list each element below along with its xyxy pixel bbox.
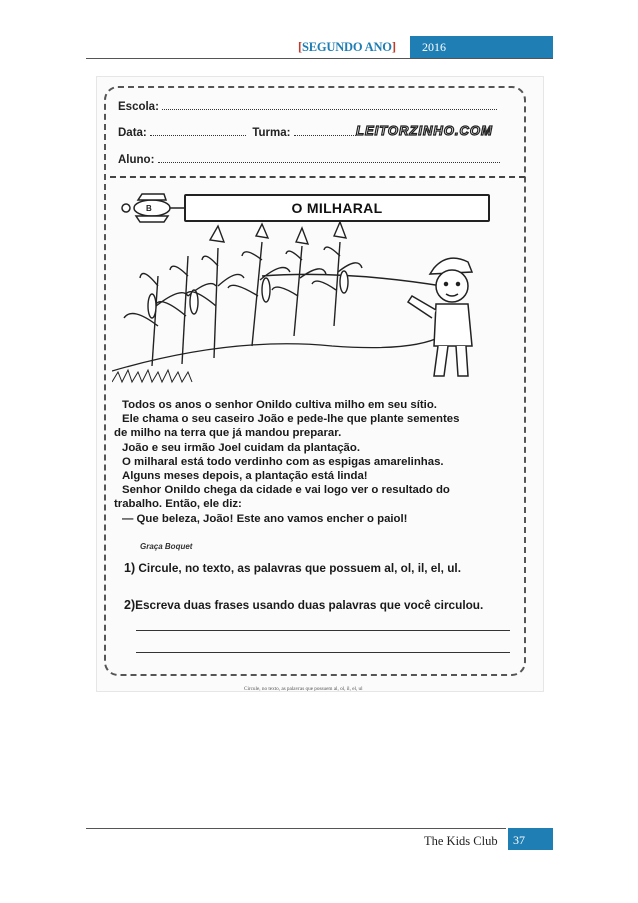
story-text (114, 398, 518, 526)
story-line: Senhor Onildo chega da cidade e vai logo ver o resultado do (122, 484, 450, 497)
footer-rule (86, 828, 553, 829)
question-1-text: Circule, no texto, as palavras que possuem (138, 561, 385, 575)
class-dotted-line (294, 126, 356, 136)
story-line: João e seu irmão Joel cuidam da plantação. (122, 441, 361, 454)
page-header-title (298, 40, 396, 55)
story-line: — Que beleza, João! Este ano vamos encher o paiol! (122, 512, 408, 525)
story-line: Alguns meses depois, a plantação está linda! (122, 470, 368, 483)
student-label: Aluno: (118, 154, 155, 166)
date-label: Data: (118, 127, 147, 139)
story-line: Ele chama o seu caseiro João e pede-lhe que plante sementes (122, 413, 460, 426)
svg-text:B: B (146, 204, 152, 213)
story-line: trabalho. Então, ele diz: (114, 498, 242, 511)
question-1 (124, 561, 461, 575)
grade-title: SEGUNDO ANO (301, 40, 392, 54)
question-2-number: 2) (124, 598, 136, 612)
class-label: Turma: (252, 127, 291, 139)
boy-figure (408, 258, 472, 376)
question-1-number: 1) (124, 561, 136, 575)
corn-plants (124, 222, 362, 366)
school-label: Escola: (118, 101, 159, 113)
title-banner (184, 194, 490, 222)
worksheet-title: O MILHARAL (291, 200, 383, 216)
student-field (118, 153, 500, 166)
form-separator (110, 176, 525, 178)
answer-line-1[interactable] (136, 630, 510, 631)
question-1-end: . (457, 561, 461, 575)
question-2 (124, 598, 483, 612)
header-rule (86, 58, 553, 59)
story-line: de milho na terra que já mandou preparar. (114, 427, 342, 440)
brand-logo: LEITORZINHO.COM (356, 123, 493, 138)
story-line: Todos os anos o senhor Onildo cultiva milho em seu sítio. (122, 399, 437, 411)
story-author: Graça Boquet (140, 542, 193, 551)
page-number-badge: 37 (506, 828, 553, 850)
school-field (118, 100, 497, 113)
plane-icon (122, 194, 184, 222)
story-line: O milharal está todo verdinho com as espigas amarelinhas. (122, 455, 444, 468)
question-1-highlight: al, ol, il, el, ul (384, 561, 458, 575)
header-year-badge: 2016 (410, 36, 553, 58)
image-caption: Circule, no texto, as palavras que possuem al, ol, il, el, ul (244, 686, 363, 692)
question-2-text: Escreva duas frases usando duas palavras que você circulou. (135, 598, 484, 612)
answer-line-2[interactable] (136, 652, 510, 653)
date-dotted-line (150, 126, 246, 136)
bracket-close: ] (391, 40, 396, 54)
bracket-open: [ (298, 40, 302, 54)
footer-club-name: The Kids Club (424, 834, 498, 848)
school-dotted-line (162, 100, 497, 110)
student-dotted-line (158, 153, 500, 163)
date-class-field (118, 126, 356, 139)
